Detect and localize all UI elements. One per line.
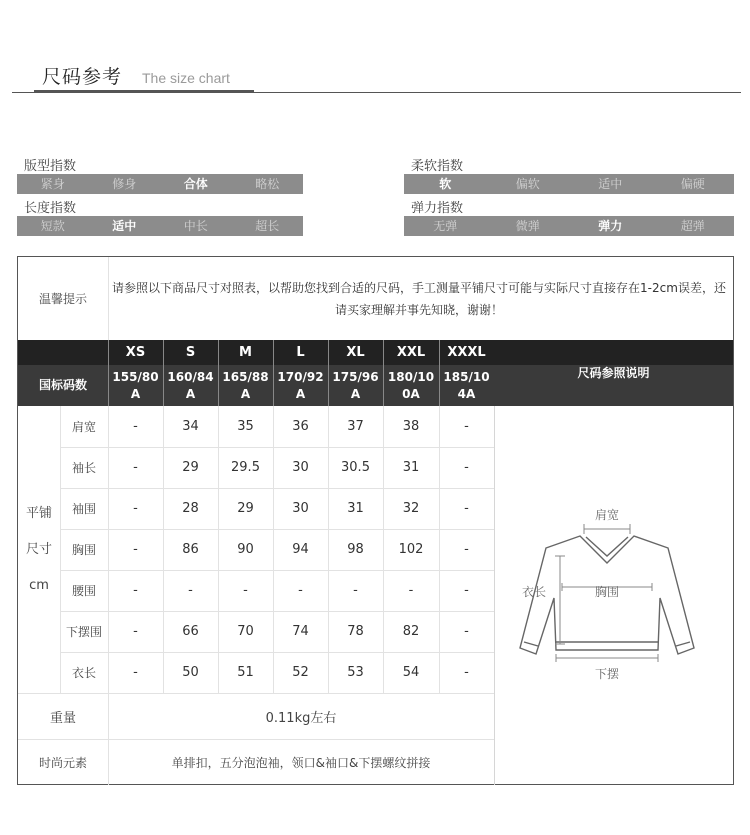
- fit-option-1: 修身: [112, 177, 137, 191]
- chest-label: 胸围: [594, 585, 620, 599]
- row-divider: [60, 488, 494, 489]
- table-cell: -: [464, 583, 469, 598]
- shoulder-label: 肩宽: [594, 508, 620, 522]
- table-cell: 31: [347, 501, 364, 516]
- table-cell: -: [133, 460, 138, 475]
- length-index-bar: [17, 216, 303, 236]
- column-divider: [60, 406, 61, 693]
- style-label: 时尚元素: [38, 755, 87, 770]
- fit-index-title: 版型指数: [24, 159, 77, 174]
- table-cell: -: [133, 665, 138, 680]
- length-option-0: 短款: [40, 219, 65, 233]
- table-cell: 36: [292, 419, 309, 434]
- sweater-cuff-right: [676, 642, 690, 646]
- row-divider: [60, 447, 494, 448]
- size-table: [17, 256, 734, 785]
- table-cell: -: [353, 583, 358, 598]
- header-separator: [328, 340, 329, 406]
- elasticity-index-title: 弹力指数: [411, 201, 464, 216]
- row-label: 衣长: [71, 666, 96, 680]
- column-divider: [218, 406, 219, 693]
- row-label: 腰围: [71, 584, 96, 598]
- table-cell: 35: [237, 419, 254, 434]
- length-option-2: 中长: [183, 219, 208, 233]
- table-cell: 30: [292, 460, 309, 475]
- table-cell: 74: [292, 624, 309, 639]
- table-cell: -: [464, 542, 469, 557]
- sweater-cuff-left: [524, 642, 538, 646]
- table-cell: -: [408, 583, 414, 598]
- softness-option-3: 偏硬: [680, 177, 705, 191]
- table-cell: -: [464, 501, 469, 516]
- table-cell: -: [133, 624, 138, 639]
- intl-size: 180/100A: [387, 369, 435, 401]
- row-label: 袖长: [71, 461, 96, 475]
- fit-option-2: 合体: [183, 177, 208, 191]
- header-title-en: The size chart: [142, 70, 230, 86]
- table-cell: 54: [402, 665, 420, 680]
- table-cell: 102: [398, 542, 424, 557]
- row-label: 下摆围: [65, 625, 102, 639]
- weight-label: 重量: [49, 710, 76, 726]
- column-divider: [163, 406, 164, 693]
- table-cell: 29: [182, 460, 199, 475]
- row-label: 袖围: [71, 502, 96, 516]
- elasticity-option-1: 微弹: [515, 219, 540, 233]
- row-divider: [60, 529, 494, 530]
- table-cell: -: [243, 583, 248, 598]
- table-cell: -: [464, 665, 469, 680]
- table-cell: 90: [237, 542, 254, 557]
- column-divider: [328, 406, 329, 693]
- table-cell: 50: [182, 665, 199, 680]
- softness-index-title: 柔软指数: [411, 159, 464, 174]
- header-separator: [163, 340, 164, 406]
- row-divider: [60, 570, 494, 571]
- style-value: 单排扣，五分泡泡袖，领口&袖口&下摆螺纹拼接: [171, 755, 431, 770]
- fit-option-3: 略松: [255, 177, 280, 191]
- guide-label: 尺码参照说明: [577, 365, 650, 380]
- row-label: 肩宽: [71, 420, 96, 434]
- table-cell: -: [133, 501, 138, 516]
- table-cell: 37: [347, 419, 364, 434]
- table-cell: 51: [237, 665, 254, 680]
- size-header: S: [185, 345, 196, 360]
- intl-size: 160/84A: [167, 369, 214, 401]
- table-cell: 94: [292, 542, 309, 557]
- size-header: XL: [346, 345, 365, 360]
- intl-size: 185/104A: [443, 369, 490, 401]
- intl-label: 国标码数: [38, 378, 87, 392]
- table-cell: 38: [402, 419, 420, 434]
- table-cell: -: [298, 583, 303, 598]
- intl-size: 170/92A: [277, 369, 324, 401]
- table-cell: 86: [182, 542, 199, 557]
- intl-size: 155/80A: [112, 369, 159, 401]
- table-cell: -: [133, 542, 138, 557]
- garment-diagram: [494, 406, 733, 785]
- table-cell: 70: [237, 624, 254, 639]
- size-header: XXL: [396, 345, 426, 360]
- column-divider: [108, 406, 109, 693]
- group-label-line3: cm: [29, 577, 49, 593]
- table-cell: 29.5: [231, 460, 260, 475]
- table-cell: 66: [182, 624, 199, 639]
- table-cell: 31: [402, 460, 420, 475]
- table-cell: -: [133, 583, 138, 598]
- table-cell: 82: [402, 624, 420, 639]
- elasticity-index-bar: [404, 216, 734, 236]
- softness-option-0: 软: [439, 177, 452, 191]
- flat-size-group-label: [18, 406, 60, 693]
- length-option-1: 适中: [112, 219, 137, 233]
- table-cell: -: [464, 460, 469, 475]
- elasticity-option-3: 超弹: [680, 219, 705, 233]
- table-cell: 30: [292, 501, 309, 516]
- row-divider: [60, 652, 494, 653]
- header-separator: [383, 340, 384, 406]
- elasticity-option-0: 无弹: [433, 219, 458, 233]
- notice-label: 温馨提示: [38, 292, 87, 306]
- table-cell: 98: [347, 542, 364, 557]
- header-title-cn: 尺码参考: [42, 66, 123, 88]
- fit-index-bar: [17, 174, 303, 194]
- row-divider: [60, 611, 494, 612]
- size-header: XS: [125, 345, 146, 360]
- length-label: 衣长: [521, 585, 547, 599]
- softness-index-bar: [404, 174, 734, 194]
- header-separator: [218, 340, 219, 406]
- header-separator: [273, 340, 274, 406]
- table-cell: -: [188, 583, 193, 598]
- table-cell: 32: [402, 501, 420, 516]
- column-divider: [273, 406, 274, 693]
- table-cell: 28: [182, 501, 199, 516]
- elasticity-option-2: 弹力: [598, 219, 623, 233]
- softness-option-1: 偏软: [515, 177, 540, 191]
- intl-size: 175/96A: [332, 369, 379, 401]
- intl-size: 165/88A: [222, 369, 269, 401]
- column-divider: [383, 406, 384, 693]
- table-cell: 34: [182, 419, 199, 434]
- table-cell: -: [464, 624, 469, 639]
- table-cell: 53: [347, 665, 364, 680]
- header-underline: [34, 90, 254, 93]
- header-separator: [439, 340, 440, 406]
- size-header: M: [239, 345, 252, 360]
- table-cell: -: [133, 419, 138, 434]
- group-label-line2: 尺寸: [25, 541, 52, 557]
- column-divider: [439, 406, 440, 693]
- table-cell: 78: [347, 624, 364, 639]
- table-cell: 52: [292, 665, 309, 680]
- table-cell: 29: [237, 501, 254, 516]
- table-cell: 30.5: [341, 460, 370, 475]
- size-header: L: [296, 345, 305, 360]
- hem-label: 下摆: [594, 667, 620, 681]
- sweater-neckline: [586, 537, 628, 556]
- length-index-title: 长度指数: [24, 201, 77, 216]
- length-option-3: 超长: [255, 219, 280, 233]
- fit-option-0: 紧身: [40, 177, 65, 191]
- row-label: 胸围: [71, 543, 96, 557]
- notice-text: 请参照以下商品尺寸对照表，以帮助您找到合适的尺码，手工测量平铺尺寸可能与实际尺寸直接存在1-2cm误差，还请买家理解并事先知晓，谢谢！: [112, 281, 726, 317]
- size-header: XXXL: [447, 345, 486, 360]
- header-separator: [108, 340, 109, 406]
- group-label-line1: 平铺: [25, 505, 52, 521]
- table-cell: -: [464, 419, 469, 434]
- weight-value: 0.11kg左右: [265, 710, 337, 726]
- softness-option-2: 适中: [598, 177, 623, 191]
